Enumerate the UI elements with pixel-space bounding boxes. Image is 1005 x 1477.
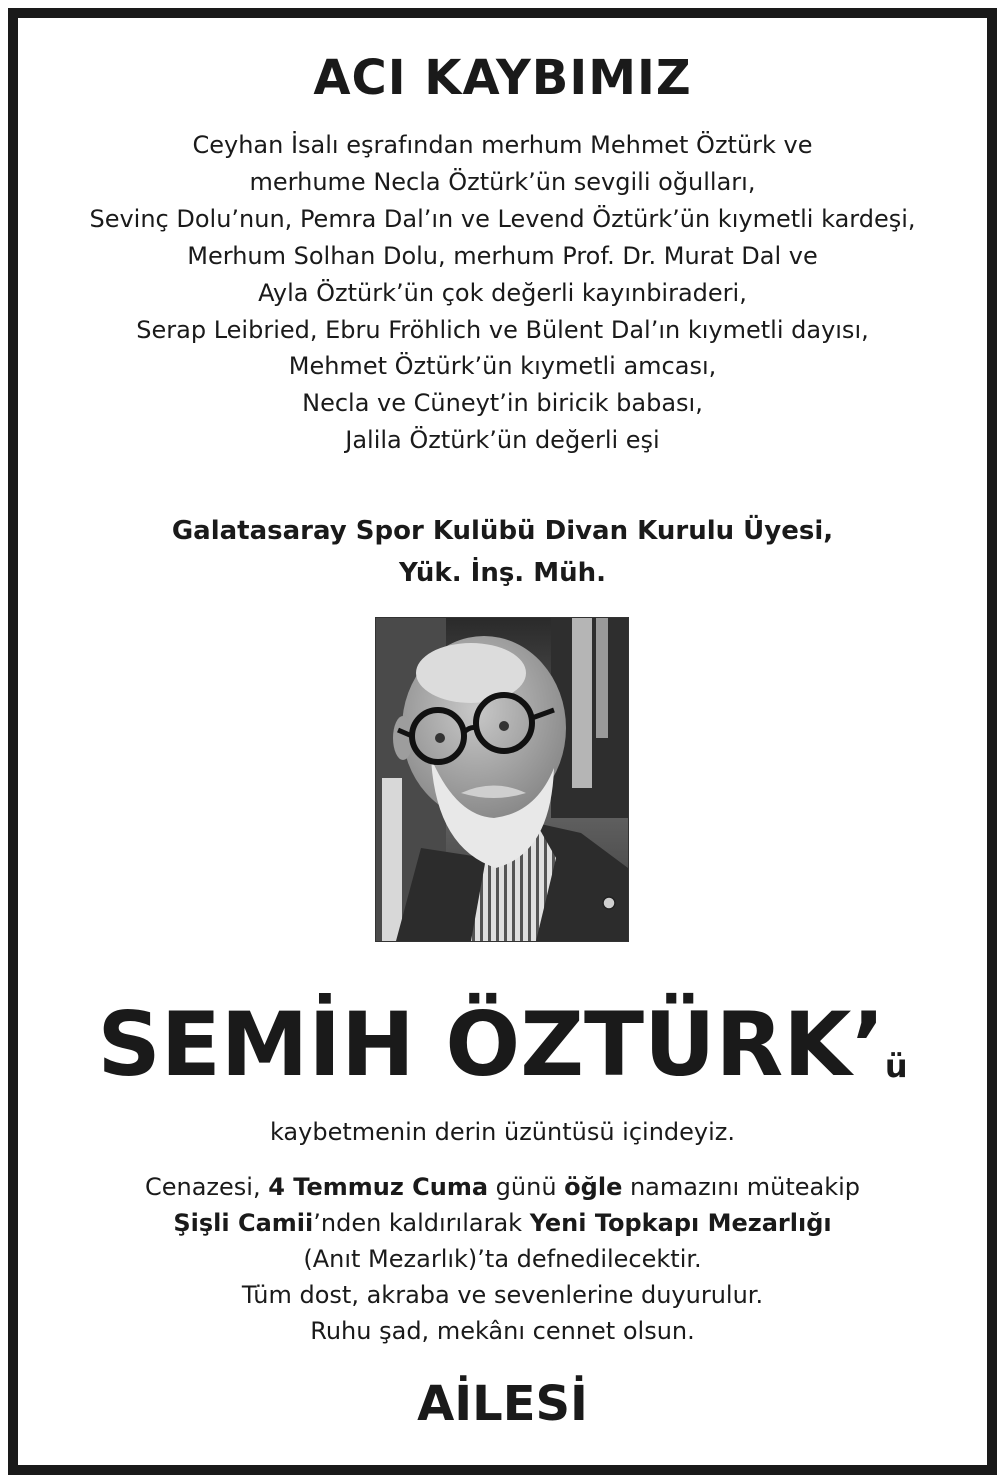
portrait-photo — [375, 617, 629, 942]
condolence-text: kaybetmenin derin üzüntüsü içindeyiz. — [269, 1118, 736, 1146]
funeral-cemetery: Yeni Topkapı Mezarlığı — [529, 1209, 832, 1237]
funeral-mosque: Şişli Camii — [173, 1209, 314, 1237]
notice-title: ACI KAYBIMIZ — [313, 50, 692, 106]
funeral-line: Ruhu şad, mekânı cennet olsun. — [310, 1317, 695, 1345]
funeral-line: Tüm dost, akraba ve sevenlerine duyurulur. — [241, 1281, 764, 1309]
intro-text — [20, 127, 985, 459]
portrait-image — [376, 618, 628, 941]
intro-line: Ceyhan İsalı eşrafından merhum Mehmet Öztürk ve — [192, 131, 813, 159]
intro-line: Jalila Öztürk’ün değerli eşi — [345, 426, 660, 455]
funeral-text: günü — [488, 1173, 565, 1201]
intro-line: Necla ve Cüneyt’in biricik babası, — [302, 389, 703, 418]
funeral-line: (Anıt Mezarlık)’ta defnedilecektir. — [303, 1245, 702, 1273]
name-suffix: ü — [884, 1047, 908, 1085]
intro-line: Serap Leibried, Ebru Fröhlich ve Bülent Dal’ın kıymetli dayısı, — [136, 315, 869, 344]
intro-line: Ayla Öztürk’ün çok değerli kayınbiraderi, — [258, 278, 747, 307]
title-line: Yük. İnş. Müh. — [398, 558, 607, 588]
intro-line: merhume Necla Öztürk’ün sevgili oğulları, — [249, 167, 756, 196]
deceased-name-text: SEMİH ÖZTÜRK’ — [97, 993, 885, 1096]
funeral-details — [20, 1169, 985, 1349]
family-signature: AİLESİ — [417, 1376, 588, 1432]
title-line: Galatasaray Spor Kulübü Divan Kurulu Üyesi, — [171, 516, 834, 546]
funeral-line — [20, 1205, 985, 1241]
funeral-text: Cenazesi, — [144, 1173, 269, 1201]
funeral-text: namazını müteakip — [622, 1173, 861, 1201]
intro-line: Mehmet Öztürk’ün kıymetli amcası, — [288, 352, 717, 381]
intro-line: Merhum Solhan Dolu, merhum Prof. Dr. Murat Dal ve — [187, 241, 818, 270]
funeral-date: 4 Temmuz Cuma — [268, 1173, 489, 1201]
deceased-name — [0, 990, 1005, 1121]
funeral-text: ’nden kaldırılarak — [313, 1209, 530, 1237]
funeral-prayer: öğle — [564, 1173, 623, 1201]
funeral-line — [20, 1169, 985, 1205]
intro-line: Sevinç Dolu’nun, Pemra Dal’ın ve Levend Öztürk’ün kıymetli kardeşi, — [89, 204, 916, 233]
professional-titles — [0, 510, 1005, 594]
